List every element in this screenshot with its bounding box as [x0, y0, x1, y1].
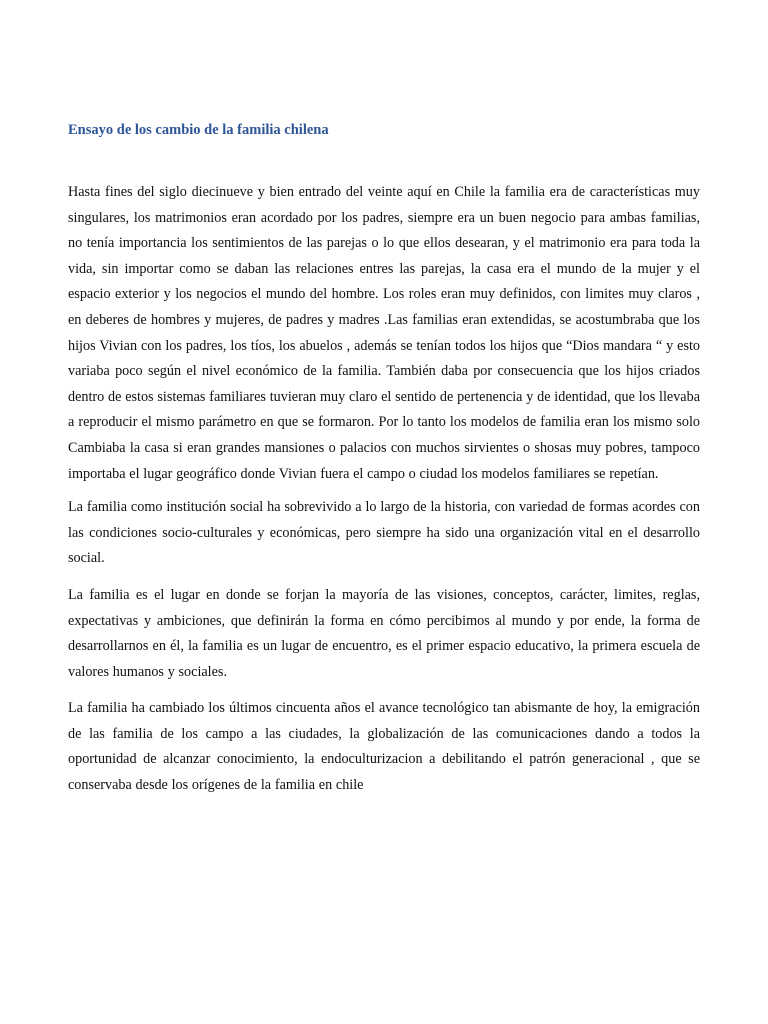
paragraph-1: Hasta fines del siglo diecinueve y bien entrado del veinte aquí en Chile la familia era de características muy singulares, los matrimonios eran acordado por los padres, siempre era un buen negocio para ambas familias, no tenía importancia los sentimientos de las parejas o lo que ellos desearan, y el matrimonio era para toda la vida, sin importar como se daban las relaciones entres las parejas, la casa era el mundo de la mujer y el espacio exterior y los negocios el mundo del hombre. Los roles eran muy definidos, con limites muy claros , en deberes de hombres y mujeres, de padres y madres .Las familias eran extendidas, se acostumbraba que los hijos Vivian con los padres, los tíos, los abuelos , además se tenían todos los hijos que “Dios mandara “ y esto variaba poco según el nivel económico de la familia. También daba por consecuencia que los hijos criados dentro de estos sistemas familiares tuvieran muy claro el sentido de pertenencia y de identidad, que los llevaba a reproducir el mismo parámetro en que se formaron. Por lo tanto los modelos de familia eran los mismo solo Cambiaba la casa si eran grandes mansiones o palacios con muchos sirvientes o shosas muy pobres, tampoco importaba el lugar geográfico donde Vivian fuera el campo o ciudad los modelos familiares se repetían. [68, 184, 700, 482]
paragraph-4: La familia ha cambiado los últimos cincuenta años el avance tecnológico tan abismante de hoy, la emigración de las familia de los campo a las ciudades, la globalización de las comunicaciones dando a todos la oportunidad de alcanzar conocimiento, la endoculturizacion a debilitando el patrón generacional , que se conservaba desde los orígenes de la familia en chile [68, 700, 700, 794]
document-body [68, 180, 700, 799]
paragraph-3: La familia es el lugar en donde se forjan la mayoría de las visiones, conceptos, carácter, limites, reglas, expectativas y ambiciones, que definirán la forma en cómo percibimos al mundo y por ende, la forma de desarrollarnos en él, la familia es un lugar de encuentro, es el primer espacio educativo, la primera escuela de valores humanos y sociales. [68, 586, 700, 680]
document-title: Ensayo de los cambio de la familia chilena [68, 122, 329, 138]
paragraph-2: La familia como institución social ha sobrevivido a lo largo de la historia, con variedad de formas acordes con las condiciones socio-culturales y económicas, pero siempre ha sido una organización vital en el desarrollo social. [68, 499, 700, 567]
